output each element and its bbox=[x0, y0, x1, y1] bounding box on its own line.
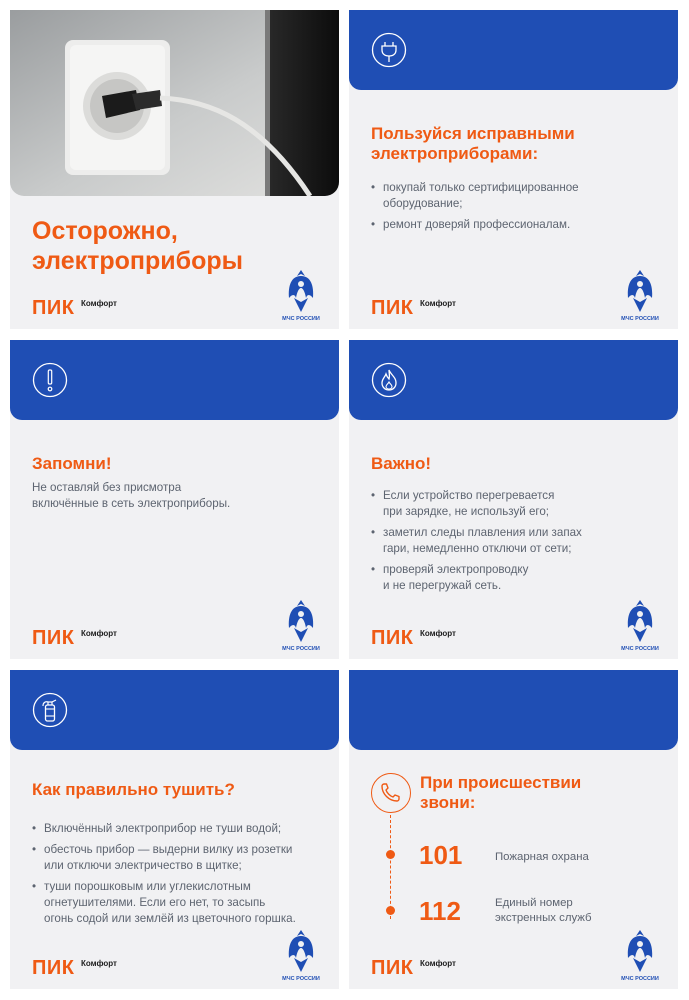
list-item-line: и не перегружай сеть. bbox=[383, 578, 502, 592]
timeline-dot bbox=[386, 906, 395, 915]
wall-socket-photo bbox=[10, 10, 339, 196]
list-item-line: • покупай только сертифицированное bbox=[383, 181, 579, 194]
list-item-line: • Включённый электроприбор не туши водой; bbox=[44, 822, 282, 835]
list-item-line: при зарядке, не используй его; bbox=[383, 504, 550, 518]
exclamation-icon bbox=[32, 362, 68, 398]
title-line: электроприборами: bbox=[371, 144, 539, 164]
mchs-logo bbox=[278, 928, 324, 986]
pik-logo-sub: Комфорт bbox=[420, 629, 456, 638]
paragraph-line: включённые в сеть электроприборы. bbox=[32, 496, 231, 510]
mchs-logo bbox=[278, 598, 324, 656]
contact-label-line: Единый номер bbox=[495, 897, 573, 909]
list-item-line: • Если устройство перегревается bbox=[383, 489, 555, 502]
header-band bbox=[349, 670, 678, 750]
pik-logo-sub: Комфорт bbox=[420, 959, 456, 968]
mchs-emblem-icon bbox=[286, 598, 316, 644]
mchs-caption: МЧС РОССИИ bbox=[282, 646, 320, 652]
mchs-logo bbox=[617, 268, 663, 326]
mchs-emblem-icon bbox=[286, 268, 316, 314]
section-title: Как правильно тушить? bbox=[32, 780, 235, 799]
mchs-emblem-icon bbox=[625, 928, 655, 974]
list-item-line: или отключи электричество в щитке; bbox=[44, 858, 242, 872]
title-line: электроприборы bbox=[32, 247, 244, 275]
title-line: При происшествии bbox=[420, 773, 582, 792]
pik-logo-sub: Комфорт bbox=[420, 299, 456, 308]
card-remember bbox=[10, 340, 339, 659]
bullet-list bbox=[371, 180, 579, 238]
list-item-line: огонь содой или землёй из цветочного горшка. bbox=[44, 911, 296, 925]
list-item-line: • ремонт доверяй профессионалам. bbox=[383, 217, 571, 231]
section-title: Запомни! bbox=[32, 454, 112, 473]
page-title bbox=[32, 216, 243, 276]
list-item bbox=[371, 217, 579, 233]
list-item-line: • заметил следы плавления или запах bbox=[383, 525, 582, 539]
pik-logo-sub: Комфорт bbox=[81, 629, 117, 638]
list-item bbox=[371, 180, 579, 212]
phone-icon bbox=[371, 773, 411, 813]
list-item-line: огнетушителями. Если его нет, то засыпь bbox=[44, 895, 266, 909]
mchs-emblem-icon bbox=[286, 928, 316, 974]
pik-logo-main: ПИК bbox=[371, 627, 414, 649]
pik-logo-main: ПИК bbox=[371, 957, 414, 979]
plug-icon bbox=[371, 32, 407, 68]
header-band bbox=[10, 670, 339, 750]
mchs-caption: МЧС РОССИИ bbox=[621, 976, 659, 982]
mchs-caption: МЧС РОССИИ bbox=[621, 316, 659, 322]
list-item bbox=[371, 525, 582, 557]
section-title: Важно! bbox=[371, 454, 432, 473]
contact-label-line: Пожарная охрана bbox=[495, 851, 589, 863]
section-title bbox=[371, 124, 575, 165]
card-important bbox=[349, 340, 678, 659]
list-item-line: оборудование; bbox=[383, 196, 463, 210]
list-item-line: • проверяй электропроводку bbox=[383, 562, 529, 576]
mchs-logo bbox=[617, 598, 663, 656]
title-line: звони: bbox=[420, 793, 476, 813]
list-item bbox=[371, 488, 582, 520]
list-item bbox=[32, 842, 296, 874]
emergency-label bbox=[495, 896, 592, 926]
list-item bbox=[371, 562, 582, 594]
header-band bbox=[349, 10, 678, 90]
card-how-to-extinguish bbox=[10, 670, 339, 989]
mchs-caption: МЧС РОССИИ bbox=[282, 976, 320, 982]
list-item-line: гари, немедленно отключи от сети; bbox=[383, 541, 572, 555]
mchs-emblem-icon bbox=[625, 598, 655, 644]
fire-service-number: 101 bbox=[419, 840, 463, 870]
title-line: Осторожно, bbox=[32, 217, 178, 245]
fire-extinguisher-icon bbox=[32, 692, 68, 728]
list-item-line: • туши порошковым или углекислотным bbox=[44, 879, 251, 893]
title-line: Пользуйся исправными bbox=[371, 124, 575, 143]
header-band bbox=[349, 340, 678, 420]
mchs-logo bbox=[278, 268, 324, 326]
list-item bbox=[32, 879, 296, 927]
mchs-caption: МЧС РОССИИ bbox=[621, 646, 659, 652]
card-use-working-devices bbox=[349, 10, 678, 329]
mchs-logo bbox=[617, 928, 663, 986]
pik-logo-main: ПИК bbox=[32, 627, 75, 649]
emergency-number: 112 bbox=[419, 896, 461, 926]
list-item-line: • обесточь прибор — выдерни вилку из розетки bbox=[44, 842, 293, 856]
paragraph bbox=[32, 480, 230, 512]
paragraph-line: Не оставляй без присмотра bbox=[32, 481, 182, 494]
pik-logo-sub: Комфорт bbox=[81, 959, 117, 968]
card-caution bbox=[10, 10, 339, 329]
contact-label-line: экстренных служб bbox=[495, 911, 592, 924]
mchs-caption: МЧС РОССИИ bbox=[282, 316, 320, 322]
pik-logo-main: ПИК bbox=[371, 297, 414, 319]
timeline-line bbox=[390, 815, 391, 919]
pik-logo-sub: Комфорт bbox=[81, 299, 117, 308]
fire-service-label bbox=[495, 850, 589, 865]
card-emergency-numbers bbox=[349, 670, 678, 989]
mchs-emblem-icon bbox=[625, 268, 655, 314]
pik-logo-main: ПИК bbox=[32, 957, 75, 979]
header-band bbox=[10, 340, 339, 420]
timeline-dot bbox=[386, 850, 395, 859]
pik-logo-main: ПИК bbox=[32, 297, 75, 319]
flame-icon bbox=[371, 362, 407, 398]
list-item bbox=[32, 821, 296, 837]
bullet-list bbox=[371, 488, 582, 599]
section-title bbox=[420, 773, 581, 814]
bullet-list bbox=[32, 821, 296, 932]
